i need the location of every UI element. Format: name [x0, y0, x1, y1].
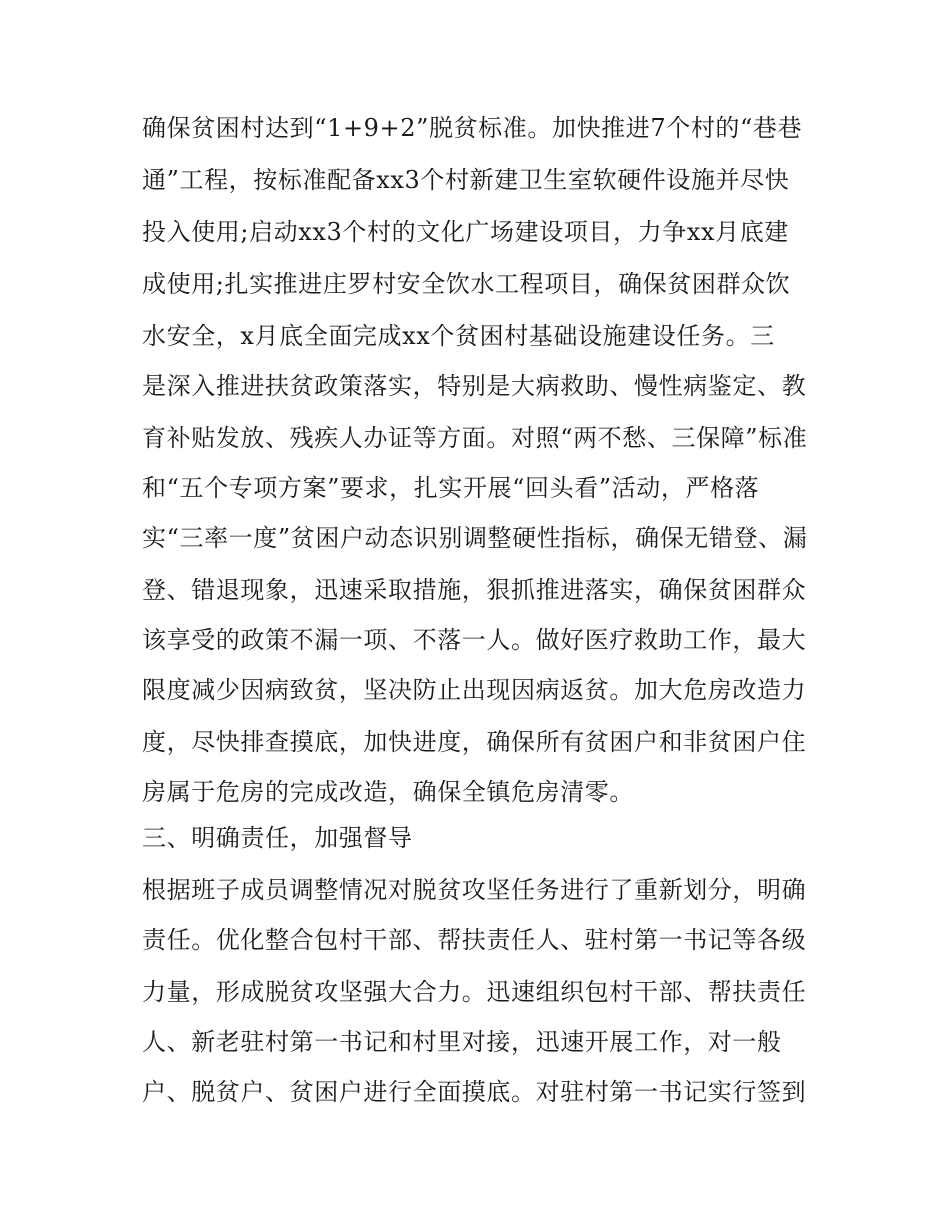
paragraph-line: 投入使用;启动xx3个村的文化广场建设项目，力争xx月底建	[142, 218, 789, 246]
paragraph-line: 确保贫困村达到“1+9+2”脱贫标准。加快推进7个村的“巷巷	[142, 114, 803, 142]
paragraph-line: 登、错退现象，迅速采取措施，狠抓推进落实，确保贫困群众	[142, 576, 807, 604]
paragraph-line: 育补贴发放、残疾人办证等方面。对照“两不愁、三保障”标准	[142, 424, 808, 452]
paragraph-line: 户、脱贫户、贫困户进行全面摸底。对驻村第一书记实行签到	[142, 1078, 807, 1106]
paragraph-line: 是深入推进扶贫政策落实，特别是大病救助、慢性病鉴定、教	[142, 372, 807, 400]
paragraph-line: 通”工程，按标准配备xx3个村新建卫生室软硬件设施并尽快	[142, 166, 790, 194]
paragraph-line: 和“五个专项方案”要求，扎实开展“回头看”活动，严格落	[142, 474, 760, 502]
section-heading: 三、明确责任，加强督导	[142, 824, 413, 852]
paragraph-line: 成使用;扎实推进庄罗村安全饮水工程项目，确保贫困群众饮	[142, 270, 791, 298]
paragraph-line: 该享受的政策不漏一项、不落一人。做好医疗救助工作，最大	[142, 626, 807, 654]
paragraph-line: 力量，形成脱贫攻坚强大合力。迅速组织包村干部、帮扶责任	[142, 978, 807, 1006]
paragraph-line: 根据班子成员调整情况对脱贫攻坚任务进行了重新划分，明确	[142, 876, 807, 904]
paragraph-line: 实“三率一度”贫困户动态识别调整硬性指标，确保无错登、漏	[142, 524, 808, 552]
paragraph-line: 度，尽快排查摸底，加快进度，确保所有贫困户和非贫困户住	[142, 728, 807, 756]
paragraph-line: 房属于危房的完成改造，确保全镇危房清零。	[142, 778, 634, 806]
paragraph-line: 人、新老驻村第一书记和村里对接，迅速开展工作，对一般	[142, 1028, 782, 1056]
paragraph-line: 限度减少因病致贫，坚决防止出现因病返贫。加大危房改造力	[142, 676, 807, 704]
paragraph-line: 水安全，x月底全面完成xx个贫困村基础设施建设任务。三	[142, 322, 775, 350]
paragraph-line: 责任。优化整合包村干部、帮扶责任人、驻村第一书记等各级	[142, 926, 807, 954]
